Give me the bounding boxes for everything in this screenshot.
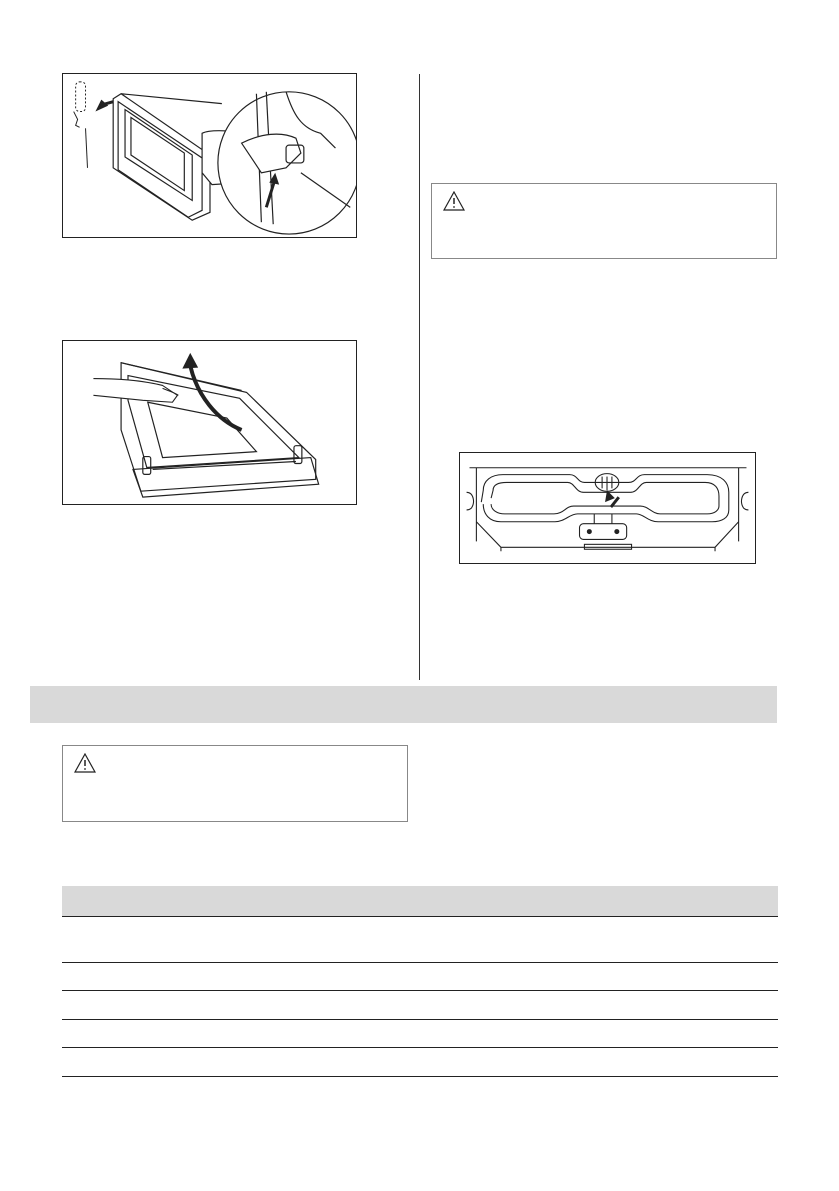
table-row (62, 1020, 778, 1048)
glass-panel-illustration (63, 341, 356, 504)
table-header (62, 886, 778, 917)
warning-triangle-icon (443, 191, 465, 211)
glass-panel-figure (62, 340, 357, 505)
door-removal-figure (62, 73, 357, 238)
column-divider (419, 74, 420, 680)
troubleshooting-table (62, 886, 778, 1077)
table-row (62, 1048, 778, 1077)
table-row (62, 963, 778, 991)
warning-triangle-icon (74, 753, 96, 773)
oven-heating-element-figure (459, 452, 756, 564)
table-row (62, 991, 778, 1020)
warning-box-right (431, 183, 777, 259)
door-removal-illustration (63, 74, 356, 237)
heating-element-illustration (460, 453, 755, 563)
section-header-bar (30, 686, 777, 723)
table-row (62, 917, 778, 963)
warning-box-bottom (62, 745, 408, 822)
